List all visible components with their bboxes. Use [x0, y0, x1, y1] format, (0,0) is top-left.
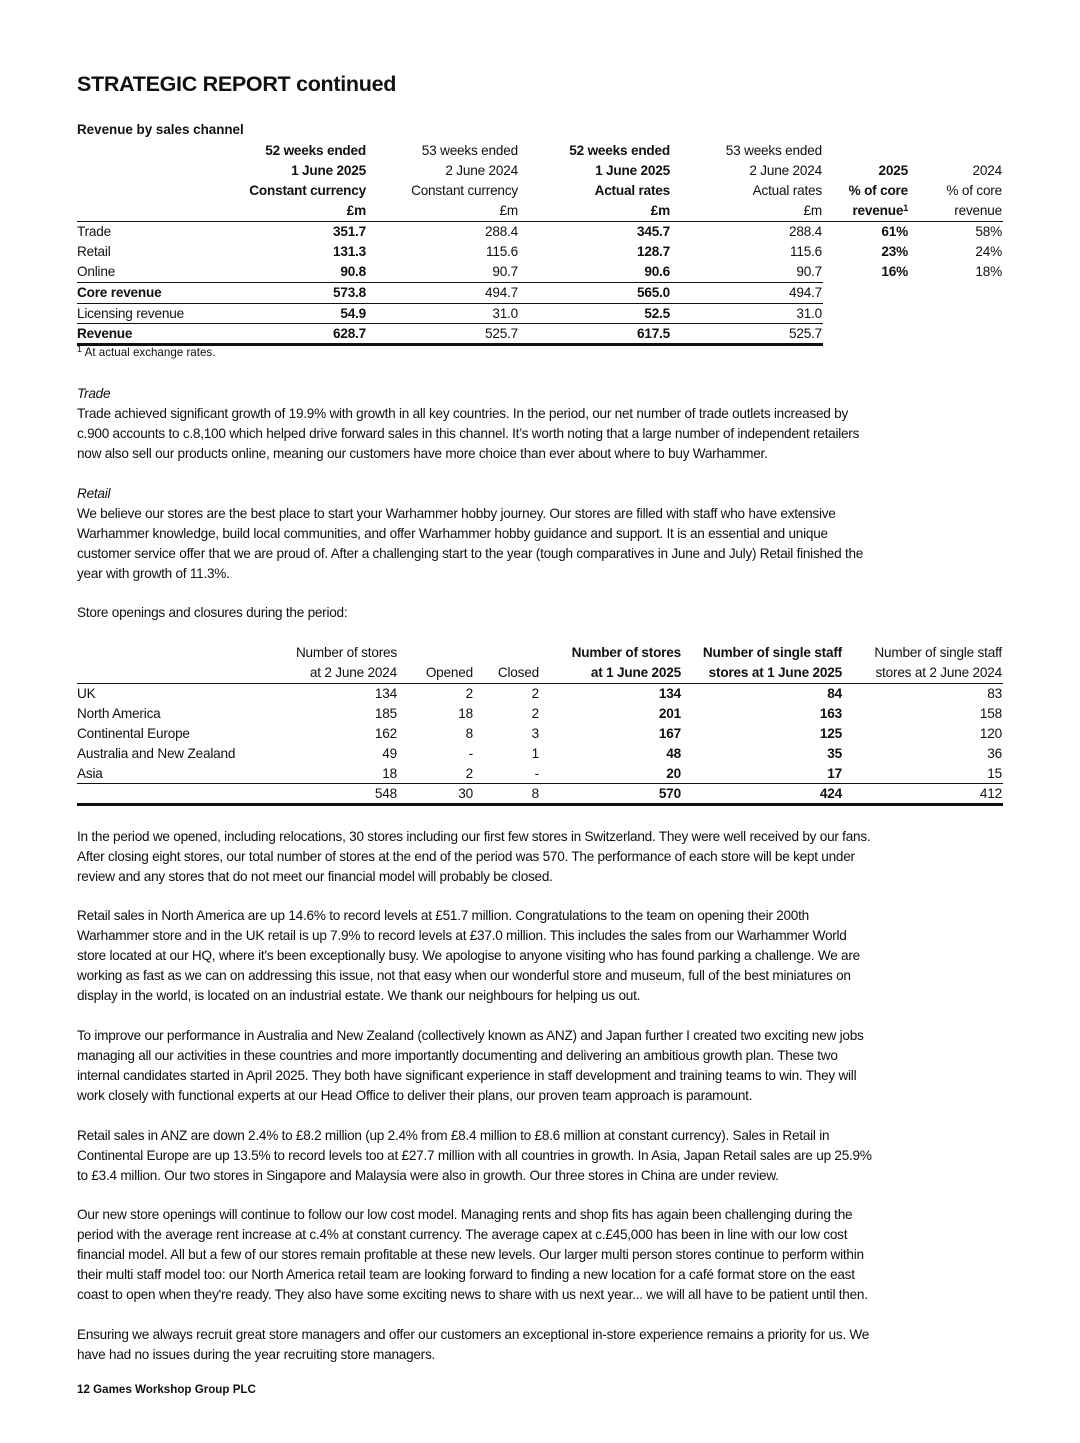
- row-label: Continental Europe: [77, 726, 190, 741]
- table-cell: 120: [979, 726, 1002, 741]
- table-rule: [77, 303, 823, 304]
- column-header: Opened: [425, 665, 473, 680]
- section-heading: Retail: [77, 486, 111, 501]
- column-header: £m: [803, 203, 822, 218]
- text-line: store located at our HQ, where it's been exceptionally busy. We apologise to anyone visiting who has found parking a challenge. We are: [77, 948, 860, 963]
- text-line: internal candidates started in April 2025. They both have significant experience in staff development and training teams to win. They will: [77, 1068, 857, 1083]
- store-table-intro: Store openings and closures during the period:: [77, 605, 348, 620]
- page-footer: 12 Games Workshop Group PLC: [77, 1383, 256, 1396]
- table-cell: 131.3: [332, 244, 366, 259]
- table-cell: 1: [531, 746, 539, 761]
- text-line: Trade achieved significant growth of 19.9% with growth in all key countries. In the period, our net number of trade outlets increased by: [77, 406, 848, 421]
- text-line: Warhammer knowledge, build local communities, and offer Warhammer hobby guidance and support. It is an essential and unique: [77, 526, 828, 541]
- text-line: review and any stores that do not meet our financial model will probably be closed.: [77, 869, 553, 884]
- table-cell: 24%: [975, 244, 1002, 259]
- row-label: Licensing revenue: [77, 306, 184, 321]
- table-cell: 49: [382, 746, 397, 761]
- trade-section: [77, 384, 1007, 464]
- text-line: Ensuring we always recruit great store managers and offer our customers an exceptional in-store experience remains a priority for us. We: [77, 1327, 870, 1342]
- column-header: £m: [499, 203, 518, 218]
- paragraph-low-cost-model: [77, 1205, 1007, 1305]
- text-line: Continental Europe are up 13.5% to record levels too at £27.7 million with all countries in growth. In Asia, Japan Retail sales are up 25.9%: [77, 1148, 872, 1163]
- table-cell: 115.6: [789, 244, 822, 259]
- table-cell: 573.8: [332, 285, 366, 300]
- row-label: Asia: [77, 766, 103, 781]
- table-footnote: $^1$ At actual exchange rates.: [77, 344, 216, 359]
- row-label: Online: [77, 264, 116, 279]
- table-cell: 167: [658, 726, 681, 741]
- table-cell: 90.7: [492, 264, 518, 279]
- table-cell: 158: [979, 706, 1002, 721]
- table-cell: 35: [827, 746, 842, 761]
- table-cell: 288.4: [484, 224, 518, 239]
- table-cell: 23%: [881, 244, 908, 259]
- column-header: 53 weeks ended: [725, 143, 822, 158]
- text-line: Retail sales in ANZ are down 2.4% to £8.2 million (up 2.4% from £8.4 million to £8.6 million at constant currency). Sales in Retail in: [77, 1128, 830, 1143]
- column-header: at 2 June 2024: [309, 665, 397, 680]
- table-cell: 8: [531, 786, 539, 801]
- section-heading: Trade: [77, 386, 111, 401]
- row-label: Revenue: [77, 326, 133, 341]
- text-line: Retail sales in North America are up 14.6% to record levels at £51.7 million. Congratulations to the team on opening their 200th: [77, 908, 809, 923]
- table-cell: 2: [465, 766, 473, 781]
- table-cell: 52.5: [644, 306, 670, 321]
- text-line: to £3.4 million. Our two stores in Singapore and Malaysia were also in growth. Our three stores in China are under review.: [77, 1168, 779, 1183]
- table-cell: 84: [827, 686, 842, 701]
- text-line: display in the world, is located on an industrial estate. We thank our neighbours for helping us out.: [77, 988, 641, 1003]
- table-rule: [77, 803, 1003, 806]
- table-cell: 54.9: [340, 306, 366, 321]
- column-header: 1 June 2025: [595, 163, 670, 178]
- column-header: 2 June 2024: [749, 163, 822, 178]
- paragraph-store-openings: [77, 827, 1007, 887]
- column-header: Constant currency: [411, 183, 518, 198]
- table-cell: 185: [374, 706, 397, 721]
- text-line: now also sell our products online, meaning our customers have more choice than ever about where to buy Warhammer.: [77, 446, 768, 461]
- text-line: managing all our activities in these countries and more importantly documenting and delivering an ambitious growth plan. These two: [77, 1048, 838, 1063]
- table-cell: 134: [374, 686, 397, 701]
- row-label: Australia and New Zealand: [77, 746, 236, 761]
- row-label: UK: [77, 686, 96, 701]
- text-line: customer service offer that we are proud of. After a challenging start to the year (tough comparatives in June and July) Retail finished the: [77, 546, 864, 561]
- table-rule: [77, 683, 1003, 684]
- table-cell: 345.7: [636, 224, 670, 239]
- table-rule: [77, 783, 1003, 784]
- column-header: 2024: [972, 163, 1002, 178]
- table-cell: 134: [658, 686, 681, 701]
- column-header: revenue$^1$: [852, 203, 908, 218]
- column-header: Number of stores: [571, 645, 681, 660]
- page-title: STRATEGIC REPORT continued: [77, 72, 397, 96]
- table-cell: 2: [531, 686, 539, 701]
- table-cell: 8: [465, 726, 473, 741]
- row-label: Retail: [77, 244, 111, 259]
- table-cell: 628.7: [332, 326, 366, 341]
- text-line: period with the average rent increase at c.4% at constant currency. The average capex at c.£45,000 has been in line with our low cost: [77, 1227, 848, 1242]
- table-cell: 163: [819, 706, 842, 721]
- table-cell: 351.7: [332, 224, 366, 239]
- paragraph-regional-sales: [77, 1126, 1007, 1186]
- text-line: have had no issues during the year recruiting store managers.: [77, 1347, 436, 1362]
- table-cell: 58%: [975, 224, 1002, 239]
- paragraph-north-america-uk: [77, 906, 1007, 1006]
- text-line: working as fast as we can on addressing this issue, not that easy when our wonderful store and museum, full of the best miniatures on: [77, 968, 851, 983]
- table-cell: 90.6: [644, 264, 670, 279]
- text-line: c.900 accounts to c.8,100 which helped drive forward sales in this channel. It’s worth noting that a large number of independent retailers: [77, 426, 860, 441]
- column-header: Closed: [497, 665, 539, 680]
- column-header: revenue: [954, 203, 1002, 218]
- table-cell: 61%: [881, 224, 908, 239]
- column-header: % of core: [946, 183, 1002, 198]
- column-header: Number of single staff: [874, 645, 1002, 660]
- column-header: 2025: [878, 163, 908, 178]
- table-cell: 2: [531, 706, 539, 721]
- table-cell: 288.4: [788, 224, 822, 239]
- table-cell: 30: [458, 786, 473, 801]
- paragraph-store-managers: [77, 1325, 1007, 1365]
- column-header: 52 weeks ended: [265, 143, 366, 158]
- table-cell: 16%: [881, 264, 908, 279]
- column-header: Number of stores: [295, 645, 397, 660]
- table-cell: 128.7: [636, 244, 670, 259]
- table-cell: 494.7: [788, 285, 822, 300]
- table-cell: 2: [465, 686, 473, 701]
- table-cell: 83: [987, 686, 1002, 701]
- column-header: £m: [346, 203, 366, 218]
- table-cell: 570: [658, 786, 681, 801]
- text-line: work closely with functional experts at our Head Office to deliver their plans, our proven team approach is paramount.: [77, 1088, 753, 1103]
- table-cell: 18: [382, 766, 397, 781]
- column-header: % of core: [848, 183, 908, 198]
- table-cell: 115.6: [485, 244, 518, 259]
- text-line: coast to open when they're ready. They also have some exciting news to share with us next year... we will all have to be patient until then.: [77, 1287, 868, 1302]
- text-line: In the period we opened, including relocations, 30 stores including our first few stores in Switzerland. They were well received by our fans.: [77, 829, 871, 844]
- column-header: Constant currency: [249, 183, 366, 198]
- column-header: £m: [650, 203, 670, 218]
- column-header: 2 June 2024: [445, 163, 518, 178]
- table-cell: 18: [458, 706, 473, 721]
- column-header: 1 June 2025: [291, 163, 366, 178]
- text-line: To improve our performance in Australia and New Zealand (collectively known as ANZ) and Japan further I created two exciting new jobs: [77, 1028, 864, 1043]
- table-caption: Revenue by sales channel: [77, 122, 244, 137]
- text-line: financial model. All but a few of our stores remain profitable at these new levels. Our larger multi person stores continue to perform within: [77, 1247, 864, 1262]
- table-cell: 31.0: [796, 306, 822, 321]
- column-header: stores at 1 June 2025: [708, 665, 842, 680]
- text-line: their multi staff model too: our North America retail team are looking forward to finding a new location for a café format store on the east: [77, 1267, 855, 1282]
- text-line: After closing eight stores, our total number of stores at the end of the period was 570. The performance of each store will be kept under: [77, 849, 855, 864]
- table-cell: 525.7: [788, 326, 822, 341]
- table-cell: 424: [819, 786, 842, 801]
- text-line: Our new store openings will continue to follow our low cost model. Managing rents and shop fits has again been challenging during the: [77, 1207, 853, 1222]
- table-cell: 125: [819, 726, 842, 741]
- table-rule: [77, 323, 823, 324]
- row-label: Core revenue: [77, 285, 162, 300]
- table-cell: 90.7: [796, 264, 822, 279]
- table-cell: 565.0: [636, 285, 670, 300]
- retail-section: [77, 484, 1007, 584]
- column-header: Actual rates: [752, 183, 822, 198]
- text-line: We believe our stores are the best place to start your Warhammer hobby journey. Our stores are filled with staff who have extensive: [77, 506, 836, 521]
- table-cell: 36: [987, 746, 1002, 761]
- table-cell: 617.5: [636, 326, 670, 341]
- row-label: North America: [77, 706, 161, 721]
- column-header: Actual rates: [594, 183, 670, 198]
- column-header: 52 weeks ended: [569, 143, 670, 158]
- table-cell: 548: [374, 786, 397, 801]
- table-cell: -: [534, 766, 539, 781]
- table-cell: 201: [658, 706, 681, 721]
- table-cell: 15: [987, 766, 1002, 781]
- column-header: stores at 2 June 2024: [875, 665, 1002, 680]
- text-line: Warhammer store and in the UK retail is up 7.9% to record levels at £37.0 million. This includes the sales from our Warhammer World: [77, 928, 847, 943]
- column-header: at 1 June 2025: [590, 665, 681, 680]
- table-cell: 525.7: [484, 326, 518, 341]
- row-label: Trade: [77, 224, 112, 239]
- table-cell: 412: [979, 786, 1002, 801]
- table-cell: 31.0: [492, 306, 518, 321]
- table-rule: [77, 282, 823, 283]
- table-cell: 90.8: [340, 264, 366, 279]
- table-cell: -: [468, 746, 473, 761]
- table-cell: 3: [531, 726, 539, 741]
- text-line: year with growth of 11.3%.: [77, 566, 230, 581]
- table-cell: 17: [827, 766, 842, 781]
- column-header: 53 weeks ended: [421, 143, 518, 158]
- table-cell: 48: [666, 746, 681, 761]
- table-cell: 20: [666, 766, 681, 781]
- table-cell: 162: [374, 726, 397, 741]
- table-cell: 494.7: [484, 285, 518, 300]
- paragraph-anz-japan: [77, 1026, 1007, 1106]
- table-rule: [77, 221, 1003, 222]
- table-cell: 18%: [975, 264, 1002, 279]
- column-header: Number of single staff: [702, 645, 842, 660]
